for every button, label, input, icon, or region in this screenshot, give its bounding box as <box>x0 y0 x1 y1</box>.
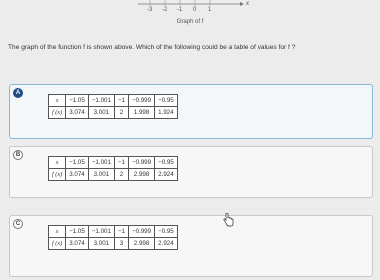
table-cell: 2.998 <box>128 169 154 181</box>
table-cell: −1 <box>114 226 128 238</box>
table-row-x <box>49 95 178 107</box>
table-cell: f (x) <box>49 107 66 119</box>
table-cell: 3 <box>114 238 128 250</box>
table-cell: 3.074 <box>66 238 89 250</box>
table-cell: f (x) <box>49 169 66 181</box>
table-cell: −1.001 <box>88 95 114 107</box>
option-letter-badge: C <box>13 219 23 229</box>
tick-label: -1 <box>177 7 183 13</box>
option-letter-badge: A <box>13 88 23 98</box>
hand-pointer-icon <box>222 213 234 227</box>
answer-option-b[interactable] <box>9 146 373 198</box>
graph-axis <box>0 0 380 20</box>
table-cell: −1.05 <box>66 226 89 238</box>
table-cell: −0.95 <box>155 226 178 238</box>
table-row-x <box>49 226 178 238</box>
table-cell: x <box>49 157 66 169</box>
table-cell: −1 <box>114 95 128 107</box>
table-cell: 3.001 <box>88 238 114 250</box>
table-cell: −1.001 <box>88 157 114 169</box>
table-cell: −0.95 <box>155 157 178 169</box>
table-cell: −0.999 <box>128 226 154 238</box>
table-row-fx <box>49 169 178 181</box>
table-cell: −1.05 <box>66 95 89 107</box>
option-letter-badge: B <box>13 150 23 160</box>
table-cell: 2.924 <box>155 238 178 250</box>
table-cell: −0.999 <box>128 157 154 169</box>
table-cell: 3.001 <box>88 107 114 119</box>
table-cell: 1.924 <box>155 107 178 119</box>
table-cell: 2 <box>114 169 128 181</box>
question-text: The graph of the function f is shown above. Which of the following could be a table of values for f ? <box>8 44 296 51</box>
values-table <box>48 94 178 119</box>
table-cell: 3.001 <box>88 169 114 181</box>
table-cell: −0.999 <box>128 95 154 107</box>
answer-option-c[interactable] <box>9 215 373 277</box>
table-cell: 2.924 <box>155 169 178 181</box>
table-row-fx <box>49 107 178 119</box>
table-cell: −0.95 <box>155 95 178 107</box>
tick-label: -3 <box>147 7 153 13</box>
values-table <box>48 156 178 181</box>
values-table <box>48 225 178 250</box>
tick-label: -2 <box>162 7 168 13</box>
answer-option-a[interactable] <box>9 84 373 139</box>
table-cell: 2.998 <box>128 238 154 250</box>
table-cell: 2 <box>114 107 128 119</box>
graph-caption: Graph of f <box>176 19 204 25</box>
table-cell: −1 <box>114 157 128 169</box>
table-cell: f (x) <box>49 238 66 250</box>
table-cell: 1.998 <box>128 107 154 119</box>
table-cell: x <box>49 95 66 107</box>
table-cell: 3.074 <box>66 169 89 181</box>
table-row-x <box>49 157 178 169</box>
tick-label: 1 <box>208 7 212 13</box>
x-axis-label: x <box>246 1 249 7</box>
table-row-fx <box>49 238 178 250</box>
graph-of-f <box>0 0 380 32</box>
table-cell: −1.001 <box>88 226 114 238</box>
table-cell: 3.074 <box>66 107 89 119</box>
table-cell: x <box>49 226 66 238</box>
table-cell: −1.05 <box>66 157 89 169</box>
tick-label: 0 <box>193 7 197 13</box>
